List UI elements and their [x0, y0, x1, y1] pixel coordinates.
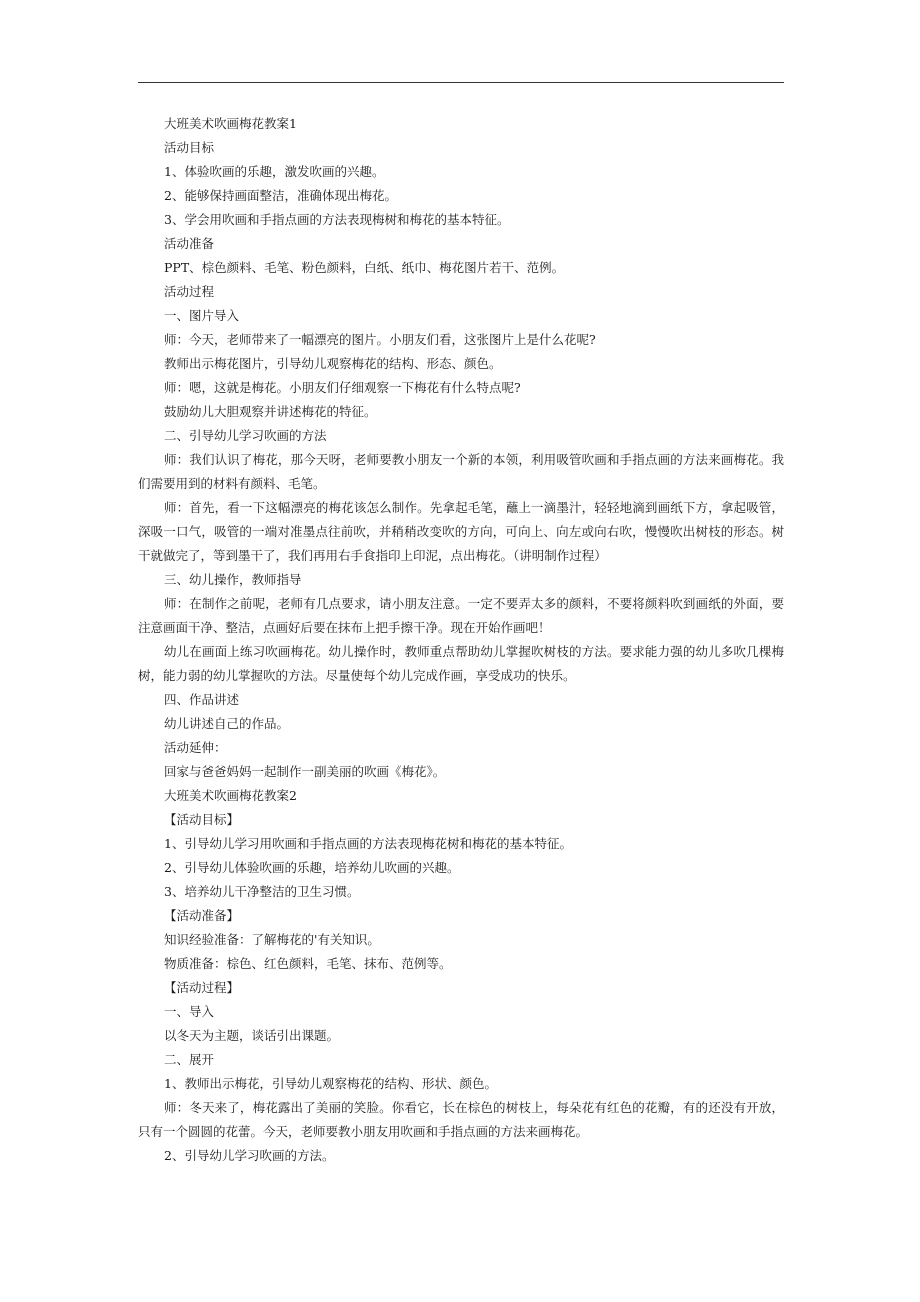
body-paragraph: 幼儿在画面上练习吹画梅花。幼儿操作时，教师重点帮助幼儿掌握吹树枝的方法。要求能力强的幼儿多吹几棵梅树，能力弱的幼儿掌握吹的方法。尽量使每个幼儿完成作画，享受成功的快乐。 [138, 644, 784, 683]
text-line: 活动延伸： [164, 740, 227, 755]
text-line: 一、图片导入 [164, 308, 240, 323]
text-line: 四、作品讲述 [164, 692, 240, 707]
text-line: 【活动准备】 [164, 908, 240, 923]
text-line: 3、培养幼儿干净整洁的卫生习惯。 [164, 884, 360, 899]
text-line: 2、引导幼儿学习吹画的方法。 [164, 1148, 335, 1163]
text-line: 3、学会用吹画和手指点画的方法表现梅树和梅花的基本特征。 [164, 212, 510, 227]
text-line: 师：嗯，这就是梅花。小朋友们仔细观察一下梅花有什么特点呢? [164, 380, 521, 395]
text-line: 二、引导幼儿学习吹画的方法 [164, 428, 327, 443]
text-line: 物质准备：棕色、红色颜料，毛笔、抹布、范例等。 [164, 956, 452, 971]
text-line: 活动准备 [164, 236, 215, 251]
text-line: 2、能够保持画面整洁，准确体现出梅花。 [164, 188, 397, 203]
text-line: 鼓励幼儿大胆观察并讲述梅花的特征。 [164, 404, 377, 419]
header-rule [138, 82, 784, 83]
document-body [138, 112, 784, 1168]
text-line: 大班美术吹画梅花教案1 [164, 116, 297, 131]
text-line: 幼儿讲述自己的作品。 [164, 716, 290, 731]
text-line: 1、引导幼儿学习用吹画和手指点画的方法表现梅花树和梅花的基本特征。 [164, 836, 572, 851]
body-paragraph: 师：冬天来了，梅花露出了美丽的笑脸。你看它，长在棕色的树枝上，每朵花有红色的花瓣，有的还没有开放，只有一个圆圆的花蕾。今天，老师要教小朋友用吹画和手指点画的方法来画梅花。 [138, 1100, 784, 1139]
text-line: 大班美术吹画梅花教案2 [164, 788, 297, 803]
text-line: 三、幼儿操作，教师指导 [164, 572, 302, 587]
text-line: 活动目标 [164, 140, 215, 155]
text-line: 回家与爸爸妈妈一起制作一副美丽的吹画《梅花》。 [164, 764, 446, 779]
text-line: PPT、棕色颜料、毛笔、粉色颜料，白纸、纸巾、梅花图片若干、范例。 [164, 260, 565, 275]
body-paragraph: 师：首先，看一下这幅漂亮的梅花该怎么制作。先拿起毛笔，蘸上一滴墨汁，轻轻地滴到画纸下方，拿起吸管，深吸一口气，吸管的一端对准墨点往前吹，并稍稍改变吹的方向，可向上、向左或向右吹，慢慢吹出树枝的形态。树干就做完了，等到墨干了，我们再用右手食指印上印泥，点出梅花。（讲明制作过程） [138, 500, 784, 563]
body-paragraph: 师：在制作之前呢，老师有几点要求，请小朋友注意。一定不要弄太多的颜料，不要将颜料吹到画纸的外面，要注意画面干净、整洁，点画好后要在抹布上把手擦干净。现在开始作画吧！ [138, 596, 784, 635]
text-line: 以冬天为主题，谈话引出课题。 [164, 1028, 340, 1043]
text-line: 活动过程 [164, 284, 215, 299]
text-line: 师：今天，老师带来了一幅漂亮的图片。小朋友们看，这张图片上是什么花呢? [164, 332, 596, 347]
text-line: 1、教师出示梅花，引导幼儿观察梅花的结构、形状、颜色。 [164, 1076, 497, 1091]
text-line: 【活动目标】 [164, 812, 240, 827]
text-line: 二、展开 [164, 1052, 215, 1067]
body-paragraph: 师：我们认识了梅花，那今天呀，老师要教小朋友一个新的本领，利用吸管吹画和手指点画的方法来画梅花。我们需要用到的材料有颜料、毛笔。 [138, 452, 784, 491]
text-line: 1、体验吹画的乐趣，激发吹画的兴趣。 [164, 164, 385, 179]
text-line: 知识经验准备：了解梅花的'有关知识。 [164, 932, 380, 947]
text-line: 教师出示梅花图片，引导幼儿观察梅花的结构、形态、颜色。 [164, 356, 502, 371]
text-line: 【活动过程】 [164, 980, 240, 995]
text-line: 一、导入 [164, 1004, 215, 1019]
text-line: 2、引导幼儿体验吹画的乐趣，培养幼儿吹画的兴趣。 [164, 860, 460, 875]
